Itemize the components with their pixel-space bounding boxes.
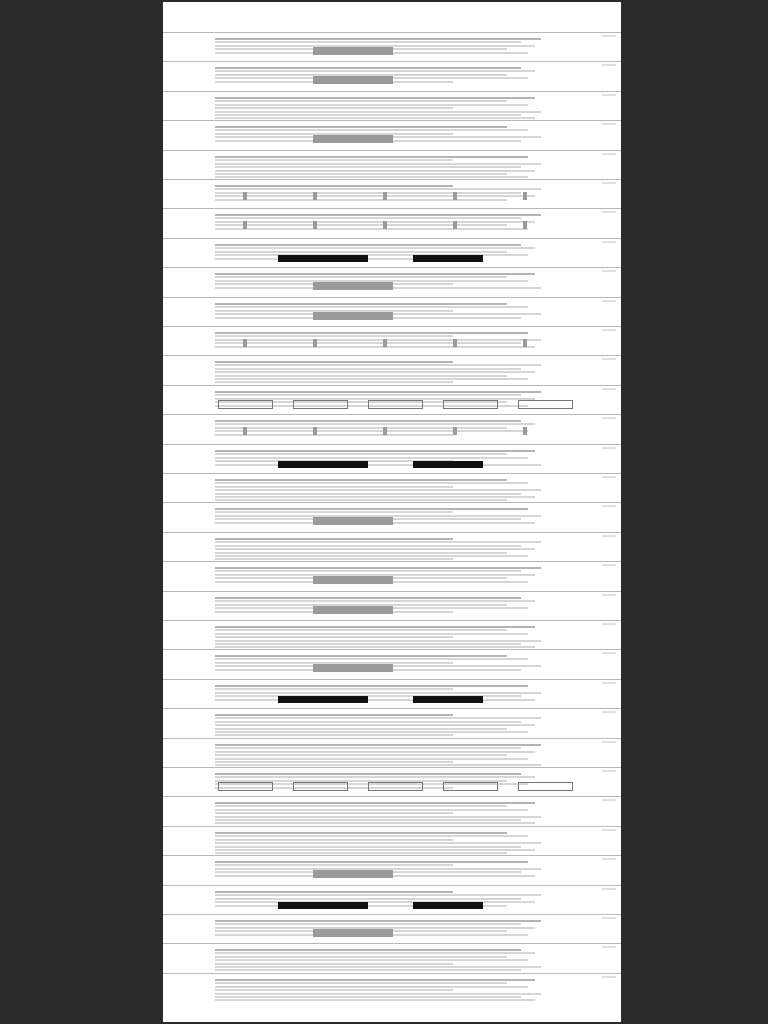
strip-text [163,974,164,975]
strip-text [163,739,164,740]
text-line [215,864,453,866]
strip-text [163,503,164,504]
text-line [215,170,535,172]
text-line [215,633,528,635]
strip-number-mark [602,858,616,860]
text-strip [163,826,621,855]
strip-number-mark [602,447,616,449]
text-line [215,728,507,730]
text-strip [163,767,621,796]
text-line [215,643,521,645]
figure-mark [243,192,247,200]
text-line [215,969,521,971]
strip-number-mark [602,358,616,360]
text-line [215,496,535,498]
text-line [215,381,453,383]
text-line [215,555,528,557]
figure-mark [368,782,423,791]
strip-text [163,445,164,446]
document-page[interactable] [163,2,621,1022]
text-line [215,489,541,491]
figure-mark [313,517,393,525]
text-line [215,699,535,701]
text-line [215,420,521,422]
strip-text [163,856,164,857]
text-line [215,629,507,631]
text-line [215,41,521,43]
strip-text [163,709,164,710]
text-line [215,552,507,554]
text-line [215,816,541,818]
text-line [215,306,528,308]
figure-mark [523,192,527,200]
text-line [215,717,541,719]
figure-mark [218,400,273,409]
text-line [215,538,453,540]
text-line [215,97,535,99]
text-line [215,221,535,223]
strip-number-mark [602,917,616,919]
text-line [215,511,453,513]
figure-mark [443,782,498,791]
figure-mark [313,47,393,55]
text-line [215,423,535,425]
strip-text [163,356,164,357]
figure-mark [453,427,457,435]
text-strip [163,708,621,737]
text-line [215,371,535,373]
strip-text [163,827,164,828]
text-line [215,342,521,344]
figure-mark [313,192,317,200]
text-line [215,464,541,466]
text-strip [163,620,621,649]
strip-number-mark [602,888,616,890]
strip-number-mark [602,682,616,684]
figure-mark [293,400,348,409]
strip-number-mark [602,535,616,537]
text-line [215,548,535,550]
text-line [215,192,521,194]
strip-number-mark [602,211,616,213]
text-line [215,107,453,109]
figure-mark [278,902,368,909]
text-line [215,251,507,253]
figure-mark [278,696,368,703]
text-strip [163,120,621,149]
strip-text [163,327,164,328]
text-line [215,979,535,981]
text-line [215,952,535,954]
figure-mark [443,400,498,409]
figure-mark [313,576,393,584]
text-strip [163,502,621,531]
figure-mark [523,221,527,229]
strip-number-mark [602,153,616,155]
text-line [215,658,528,660]
text-line [215,600,535,602]
strip-text [163,474,164,475]
text-strip [163,355,621,384]
figure-mark [518,782,573,791]
text-strip [163,943,621,972]
strip-number-mark [602,417,616,419]
text-line [215,832,507,834]
strip-text [163,209,164,210]
figure-mark [313,135,393,143]
text-line [215,199,507,201]
text-line [215,839,453,841]
text-line [215,721,521,723]
text-line [215,655,507,657]
text-line [215,835,528,837]
figure-mark [243,427,247,435]
strip-text [163,621,164,622]
text-line [215,346,535,348]
text-strip [163,267,621,296]
strip-text [163,121,164,122]
text-line [215,999,535,1001]
text-strip [163,738,621,767]
strip-number-mark [602,388,616,390]
text-line [215,493,521,495]
figure-mark [383,192,387,200]
text-line [215,368,521,370]
text-line [215,156,528,158]
text-strip [163,561,621,590]
text-strip [163,297,621,326]
figure-mark [413,255,483,262]
text-strip [163,238,621,267]
figure-mark [453,221,457,229]
text-line [215,805,507,807]
text-strip [163,444,621,473]
text-line [215,273,535,275]
text-line [215,434,453,436]
figure-mark [218,782,273,791]
text-line [215,100,507,102]
figure-mark [413,696,483,703]
text-strip [163,649,621,678]
figure-mark [413,461,483,468]
figure-mark [313,929,393,937]
figure-mark [383,221,387,229]
text-line [215,692,541,694]
text-line [215,776,535,778]
text-strip [163,150,621,179]
text-line [215,773,521,775]
text-strip [163,914,621,943]
text-line [215,802,535,804]
figure-mark [523,427,527,435]
strip-number-mark [602,182,616,184]
page-title [193,8,591,32]
text-line [215,391,541,393]
figure-mark [383,427,387,435]
text-line [215,450,535,452]
figure-mark [313,606,393,614]
text-line [215,486,453,488]
text-line [215,244,521,246]
strip-text [163,62,164,63]
figure-mark [313,664,393,672]
text-line [215,754,507,756]
figure-mark [518,400,573,409]
text-line [215,996,521,998]
strip-text [163,533,164,534]
text-line [215,479,507,481]
strip-number-mark [602,770,616,772]
figure-mark [383,339,387,347]
strip-number-mark [602,623,616,625]
strip-number-mark [602,300,616,302]
figure-mark [368,400,423,409]
text-line [215,861,528,863]
strip-number-mark [602,829,616,831]
text-strip [163,208,621,237]
text-line [215,734,453,736]
text-line [215,819,521,821]
text-line [215,963,453,965]
text-line [215,247,535,249]
strip-number-mark [602,123,616,125]
text-line [215,744,541,746]
text-line [215,989,453,991]
strip-text [163,944,164,945]
strip-number-mark [602,711,616,713]
text-line [215,394,521,396]
text-line [215,898,521,900]
text-line [215,822,535,824]
text-line [215,361,453,363]
text-line [215,846,521,848]
figure-mark [243,339,247,347]
text-strip [163,855,621,884]
text-line [215,114,521,116]
text-line [215,188,541,190]
text-line [215,67,521,69]
figure-mark [453,339,457,347]
text-line [215,986,528,988]
text-line [215,751,535,753]
text-line [215,38,541,40]
figure-mark [313,427,317,435]
strip-number-mark [602,505,616,507]
text-line [215,453,507,455]
text-line [215,597,521,599]
text-line [215,640,541,642]
text-line [215,228,528,230]
strip-number-mark [602,94,616,96]
text-line [215,541,541,543]
strip-number-mark [602,64,616,66]
text-line [215,508,528,510]
strip-number-mark [602,799,616,801]
strip-text [163,180,164,181]
text-line [215,959,528,961]
strip-number-mark [602,329,616,331]
figure-mark [278,255,368,262]
strip-text [163,650,164,651]
strip-number-mark [602,270,616,272]
text-line [215,303,507,305]
text-line [215,891,453,893]
strip-number-mark [602,594,616,596]
strip-number-mark [602,35,616,37]
text-line [215,104,528,106]
strip-text [163,92,164,93]
strip-text [163,592,164,593]
strip-number-mark [602,741,616,743]
text-line [215,809,528,811]
strip-text [163,151,164,152]
strip-text [163,768,164,769]
text-strip [163,32,621,61]
strip-text [163,797,164,798]
text-strip [163,414,621,443]
strip-text [163,680,164,681]
text-line [215,923,521,925]
text-strip [163,679,621,708]
text-line [215,688,453,690]
text-line [215,626,535,628]
text-line [215,126,507,128]
figure-mark [278,461,368,468]
figure-mark [313,282,393,290]
text-strip [163,385,621,414]
strip-text [163,239,164,240]
text-line [215,812,453,814]
text-line [215,570,521,572]
figure-mark [313,339,317,347]
figure-mark [523,339,527,347]
text-line [215,339,541,341]
text-strip [163,61,621,90]
text-line [215,747,521,749]
text-strip [163,532,621,561]
text-line [215,685,528,687]
text-line [215,195,535,197]
text-line [215,894,541,896]
figure-mark [413,902,483,909]
strip-text [163,886,164,887]
strip-text [163,298,164,299]
strip-number-mark [602,564,616,566]
figure-mark [313,221,317,229]
text-line [215,217,521,219]
figure-mark [243,221,247,229]
text-line [215,901,535,903]
text-strip [163,973,621,1002]
text-line [215,375,507,377]
strip-number-mark [602,476,616,478]
text-line [215,427,507,429]
text-line [215,842,541,844]
text-line [215,920,541,922]
text-line [215,849,535,851]
text-line [215,482,528,484]
text-line [215,724,535,726]
text-line [215,966,541,968]
text-line [215,993,541,995]
strip-text [163,386,164,387]
strip-text [163,562,164,563]
text-line [215,166,521,168]
strip-number-mark [602,976,616,978]
text-strip [163,473,621,502]
text-strip [163,179,621,208]
text-line [215,731,528,733]
text-line [215,761,453,763]
strip-number-mark [602,946,616,948]
text-line [215,224,507,226]
text-strip [163,591,621,620]
figure-mark [453,192,457,200]
text-strip [163,885,621,914]
figure-mark [313,870,393,878]
text-line [215,714,453,716]
text-line [215,949,521,951]
strip-text [163,268,164,269]
text-line [215,173,507,175]
text-line [215,159,453,161]
text-line [215,567,541,569]
text-strip [163,326,621,355]
figure-mark [313,312,393,320]
text-line [215,214,541,216]
text-strip [163,796,621,825]
strip-number-mark [602,241,616,243]
text-line [215,982,507,984]
figure-mark [293,782,348,791]
text-line [215,430,528,432]
text-line [215,758,528,760]
text-line [215,335,453,337]
strip-number-mark [602,652,616,654]
text-strip [163,91,621,120]
text-line [215,378,528,380]
figure-mark [313,76,393,84]
text-line [215,364,541,366]
text-line [215,457,528,459]
strip-text [163,415,164,416]
text-line [215,956,507,958]
text-line [215,545,521,547]
text-line [215,163,541,165]
strip-text [163,915,164,916]
text-line [215,636,453,638]
strip-text [163,33,164,34]
text-line [215,111,541,113]
text-line [215,70,535,72]
text-line [215,129,528,131]
text-line [215,185,453,187]
text-line [215,276,507,278]
text-line [215,332,528,334]
